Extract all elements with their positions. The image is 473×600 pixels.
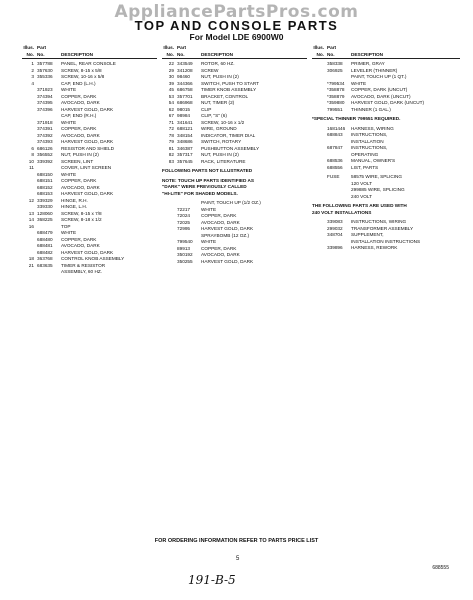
part-description: COPPER, DARK [201, 213, 237, 218]
header-part: Part [177, 45, 187, 50]
part-number: 350192 [177, 252, 193, 257]
part-description: 299885 WIRE, SPLICING [351, 187, 405, 192]
parts-column-2 [162, 45, 307, 265]
part-row [312, 194, 460, 201]
illus-number: 39 [168, 80, 174, 86]
illus-number: 83 [168, 158, 174, 164]
part-description: HARVEST GOLD, DARK [61, 106, 114, 112]
part-description: TIMER KNOB ASSEMBLY [201, 87, 257, 92]
part-number: *358879 [327, 93, 345, 99]
part-number: 358338 [327, 61, 343, 66]
illus-number: 53 [168, 93, 174, 99]
part-number: 683635 [37, 262, 53, 268]
illus-number [312, 194, 327, 201]
part-description: PRIMER, GRAY [351, 61, 385, 66]
part-description: PANEL, REAR CONSOLE [61, 61, 116, 66]
part-description: NUT, PUSH IN (2) [61, 152, 99, 157]
part-number: 339392 [37, 158, 53, 164]
part-description: LIST, PARTS [351, 164, 379, 170]
part-number: 688843 [327, 132, 343, 137]
part-number: 374394 [37, 93, 53, 99]
section-note: 240 VOLT INSTALLATIONS [312, 209, 372, 215]
part-number: 357630 [37, 67, 53, 73]
part-description: SCREW, 8-15 x 7/8 [61, 210, 102, 216]
part-number: 98460 [177, 74, 191, 79]
part-description: WHITE [351, 80, 367, 86]
section-note: "DARK" WERE PREVIOUSLY CALLED [162, 184, 247, 189]
illus-number: 3 [31, 74, 34, 79]
part-description: NUT, PUSH IN (2) [201, 152, 239, 157]
part-description: HINGE, L.H. [61, 204, 88, 209]
part-description: 120 VOLT [351, 180, 373, 186]
part-description: MANUAL, OWNER'S [351, 158, 396, 163]
part-description: CAP, END (L.H.) [61, 80, 96, 86]
part-number: 341208 [177, 67, 193, 73]
part-description: INSTRUCTIONS, [351, 132, 388, 137]
part-number: *799534 [327, 80, 345, 86]
illus-number [312, 245, 327, 252]
watermark: AppliancePartsPros.com [114, 2, 359, 22]
part-description: SWITCH, PUSH TO START [201, 80, 259, 86]
part-description: COPPER, DARK [61, 93, 97, 99]
part-number: 688479 [37, 230, 53, 235]
part-number: 72024 [177, 213, 191, 218]
part-description: CAP, END (R.H.) [61, 113, 97, 118]
part-number: 355336 [37, 74, 53, 79]
part-description: WHITE [61, 230, 77, 235]
part-description: SCREW, 8-15 x 5/8 [61, 67, 102, 73]
illus-number: 6 [31, 145, 34, 151]
part-number: 688556 [327, 164, 343, 170]
part-number: 799551 [327, 106, 343, 112]
part-number: 350255 [177, 258, 193, 264]
part-number: 98984 [177, 113, 191, 118]
parts-column-3 [312, 45, 460, 252]
part-description: SUPPLEMENT, [351, 232, 384, 237]
illus-number: 54 [168, 100, 174, 105]
illus-number: 22 [168, 61, 174, 66]
part-description: BRACKET, CONTROL [201, 93, 249, 99]
part-number: 374391 [37, 126, 53, 131]
part-description: COPPER, DARK [61, 126, 97, 131]
part-description: COVER, LINT SCREEN [61, 165, 112, 170]
part-description: WHITE [61, 87, 77, 92]
part-number: 688481 [37, 243, 53, 248]
part-description: WHITE [61, 119, 77, 125]
part-number: 348686 [177, 139, 193, 144]
part-description: SWITCH, ROTARY [201, 139, 242, 144]
part-number: 799540 [177, 239, 193, 244]
column-header [312, 45, 460, 59]
section-note: FOLLOWING PARTS NOT ILLUSTRATED [162, 168, 253, 173]
part-description: COPPER, DARK [61, 178, 97, 183]
header-part: Part [327, 45, 337, 50]
illus-number: 62 [168, 106, 174, 112]
header-no: No. [166, 51, 174, 57]
header-illus: Illus. [23, 45, 34, 50]
part-description: RACK, LITERATURE [201, 158, 246, 164]
column-header [162, 45, 307, 59]
part-number [327, 194, 351, 201]
part-description: AVOCADO, DARK [61, 184, 100, 190]
part-description: INSTALLATION [351, 138, 384, 144]
part-number: 128060 [37, 210, 53, 216]
part-number: 1681446 [327, 125, 346, 131]
part-number: 688121 [177, 126, 193, 131]
illus-number [312, 165, 327, 172]
page-title: TOP AND CONSOLE PARTS [134, 18, 339, 33]
part-description: SCREW [201, 67, 219, 73]
part-number: 339083 [327, 219, 343, 224]
part-number: 357788 [37, 61, 53, 66]
part-number: 357645 [177, 158, 193, 164]
header-illus: Illus. [163, 45, 174, 50]
part-description: AVOCADO, DARK [201, 252, 240, 257]
part-description: AVOCADO, DARK [61, 243, 100, 248]
part-description: HARVEST GOLD, DARK [201, 258, 254, 264]
part-description: CLIP [201, 106, 212, 112]
part-number: 348154 [177, 132, 193, 138]
part-description: COPPER, DARK [201, 245, 237, 251]
section-note: *SPECIAL THINNER 799551 REQUIRED. [312, 116, 401, 121]
part-description: RESISTOR AND SHIELD [61, 145, 115, 151]
part-number: *358878 [327, 87, 345, 92]
part-number: 374396 [37, 106, 53, 112]
section-note: NOTE: TOUCH UP PARTS IDENTIFIED AS [162, 177, 255, 183]
header-description: DESCRIPTION [351, 51, 384, 57]
part-number: 688480 [37, 236, 53, 242]
illus-number: 1 [31, 61, 34, 66]
part-description: WHITE [61, 171, 77, 177]
illus-number: 71 [168, 119, 174, 125]
column-header [22, 45, 157, 59]
part-number: 72995 [177, 226, 191, 231]
part-description: CONTROL KNOB ASSEMBLY [61, 256, 125, 261]
illus-number: 82 [168, 152, 174, 157]
part-description: 240 VOLT [351, 193, 373, 199]
part-description: PUSHBUTTON ASSEMBLY [201, 145, 260, 151]
part-description: CLIP, "S" (6) [201, 113, 227, 118]
page-number: 5 [236, 556, 240, 562]
part-row [162, 159, 307, 166]
header-part-no: No. [327, 51, 335, 57]
part-row [312, 107, 460, 114]
part-description: PAINT, TOUCH UP (1/2 OZ.) [201, 200, 261, 205]
part-description: SCREW, 10-16 x 1/2 [201, 119, 245, 125]
part-number: 363768 [37, 256, 53, 261]
part-number: 374392 [37, 132, 53, 138]
header-no: No. [316, 51, 324, 57]
illus-number: 11 [29, 165, 34, 170]
part-description: HARVEST GOLD, DARK [61, 249, 114, 255]
part-number: 686968 [177, 100, 193, 105]
illus-number: 13 [28, 210, 34, 216]
part-description: TIMER & RESISTOR [61, 262, 106, 268]
illus-number: 78 [168, 132, 174, 138]
part-description: INSTALLATION INSTRUCTIONS [351, 238, 421, 244]
part-description: AVOCADO, DARK [201, 219, 240, 225]
part-number [37, 269, 61, 276]
part-number: 339329 [37, 197, 53, 203]
part-description: PAINT, TOUCH UP (1 QT.) [351, 74, 407, 79]
part-description: AVOCADO, DARK [61, 132, 100, 138]
header-part-no: No. [177, 51, 185, 57]
section-note: THE FOLLOWING PARTS ARE USED WITH [312, 203, 407, 208]
header-part: Part [37, 45, 47, 50]
part-number: 688151 [37, 178, 53, 183]
illus-number: 14 [28, 217, 34, 222]
part-number: 98015 [177, 106, 191, 112]
part-number: FUSE [327, 174, 340, 179]
part-number: 688536 [327, 158, 343, 163]
part-number: 357701 [177, 93, 193, 99]
part-description: HARVEST GOLD, DARK [201, 226, 254, 231]
part-number: 72025 [177, 219, 191, 225]
illus-number: 10 [28, 158, 34, 164]
illus-number: 21 [28, 262, 34, 268]
part-number: 348704 [327, 232, 343, 237]
page-subtitle: For Model LDE 6900W0 [189, 32, 284, 42]
part-row [312, 245, 460, 252]
part-description: HARVEST GOLD, DARK [61, 191, 114, 196]
part-number: 374395 [37, 100, 53, 105]
part-number: 687847 [327, 145, 343, 150]
part-number: 346387 [177, 145, 193, 151]
header-illus: Illus. [313, 45, 324, 50]
part-description: ROTOR, 60 HZ. [201, 61, 235, 66]
handwritten-note: 191-B-5 [188, 573, 236, 587]
part-number: 688482 [37, 249, 53, 255]
part-description: HARVEST GOLD, DARK [61, 139, 114, 144]
part-description: SCREW, 8-18 x 1/2 [61, 217, 102, 222]
part-number: 72217 [177, 206, 191, 212]
part-description: HINGE, R.H. [61, 197, 88, 203]
illus-number: 81 [168, 145, 174, 151]
part-number: 339896 [327, 245, 343, 250]
part-description: SPRAYBOMB (12 OZ.) [201, 232, 250, 238]
part-row [22, 269, 157, 276]
part-number: 339330 [37, 204, 53, 209]
section-note: "HI-LITE" FOR SHADED MODELS. [162, 190, 238, 196]
part-number: 341641 [177, 119, 193, 125]
part-description: COPPER, DARK (UNCUT) [351, 87, 408, 92]
part-number: 688150 [37, 171, 53, 177]
part-description: OPERATING [351, 151, 379, 157]
part-number: 299032 [327, 225, 343, 231]
part-number: *359880 [327, 100, 345, 105]
part-description: HARNESS, REWORK [351, 245, 398, 250]
illus-number: 2 [31, 67, 34, 73]
part-description: WIRE, GROUND [201, 126, 237, 131]
illus-number: 67 [168, 113, 174, 118]
illus-number: 8 [31, 152, 34, 157]
part-description: AVOCADO, DARK (UNCUT) [351, 93, 411, 99]
part-number: 371923 [37, 87, 53, 92]
part-number: 368225 [37, 217, 53, 222]
part-description: HARVEST GOLD, DARK (UNCUT) [351, 100, 425, 105]
part-number: 356552 [37, 152, 53, 157]
document-code: 688555 [432, 565, 449, 571]
part-description: LEVELER (THINNER) [351, 67, 398, 73]
illus-number: 16 [28, 223, 34, 229]
part-number: 344366 [177, 80, 193, 86]
illus-number [22, 269, 37, 276]
part-number: 357317 [177, 152, 193, 157]
part-number: 688152 [37, 184, 53, 190]
part-description: AVOCADO, DARK [61, 100, 100, 105]
part-description: THINNER (1 GAL.) [351, 106, 391, 112]
illus-number: 29 [168, 67, 174, 73]
illus-number: 4 [31, 80, 34, 86]
part-description: INSTRUCTIONS, [351, 145, 388, 150]
illus-number: 72 [168, 126, 174, 131]
part-description: TRANSFORMER ASSEMBLY [351, 225, 414, 231]
part-number: 89913 [177, 245, 191, 251]
part-number: 688153 [37, 191, 53, 196]
part-number: 371918 [37, 119, 53, 125]
parts-column-1 [22, 45, 157, 276]
part-description: TOP [61, 223, 71, 229]
part-number: 343549 [177, 61, 193, 66]
part-description: 58575 WIRE, SPLICING [351, 174, 403, 179]
part-number: 686758 [177, 87, 193, 92]
illus-number [162, 259, 177, 266]
footer-note: FOR ORDERING INFORMATION REFER TO PARTS PRICE LIST [154, 538, 319, 544]
header-no: No. [26, 51, 34, 57]
header-part-no: No. [37, 51, 45, 57]
part-description: HARNESS, WIRING [351, 125, 394, 131]
illus-number: 45 [168, 87, 174, 92]
part-description: SCREEN, LINT [61, 158, 94, 164]
part-description: WHITE [201, 239, 217, 244]
header-description: DESCRIPTION [201, 51, 234, 57]
part-row [312, 165, 460, 172]
part-description: SCREW, 10-16 x 5/8 [61, 74, 105, 79]
part-description: INSTRUCTIONS, WIRING [351, 219, 407, 224]
part-description: INDICATOR, TIMER DIAL [201, 132, 256, 138]
illus-number: 79 [168, 139, 174, 144]
part-description: WHITE [201, 206, 217, 212]
part-description: ASSEMBLY, 60 HZ. [61, 269, 102, 274]
part-number: 374393 [37, 139, 53, 144]
illus-number: 18 [28, 256, 34, 261]
part-description: NUT, TIMER (2) [201, 100, 235, 105]
part-description: NUT, PUSH IN (2) [201, 74, 239, 79]
illus-number: 30 [168, 74, 174, 79]
part-description: COPPER, DARK [61, 236, 97, 242]
illus-number [312, 107, 327, 114]
part-number: 306925 [327, 67, 343, 73]
header-description: DESCRIPTION [61, 51, 94, 57]
part-number: 686126 [37, 145, 53, 151]
part-row [162, 259, 307, 266]
illus-number: 12 [28, 197, 34, 203]
